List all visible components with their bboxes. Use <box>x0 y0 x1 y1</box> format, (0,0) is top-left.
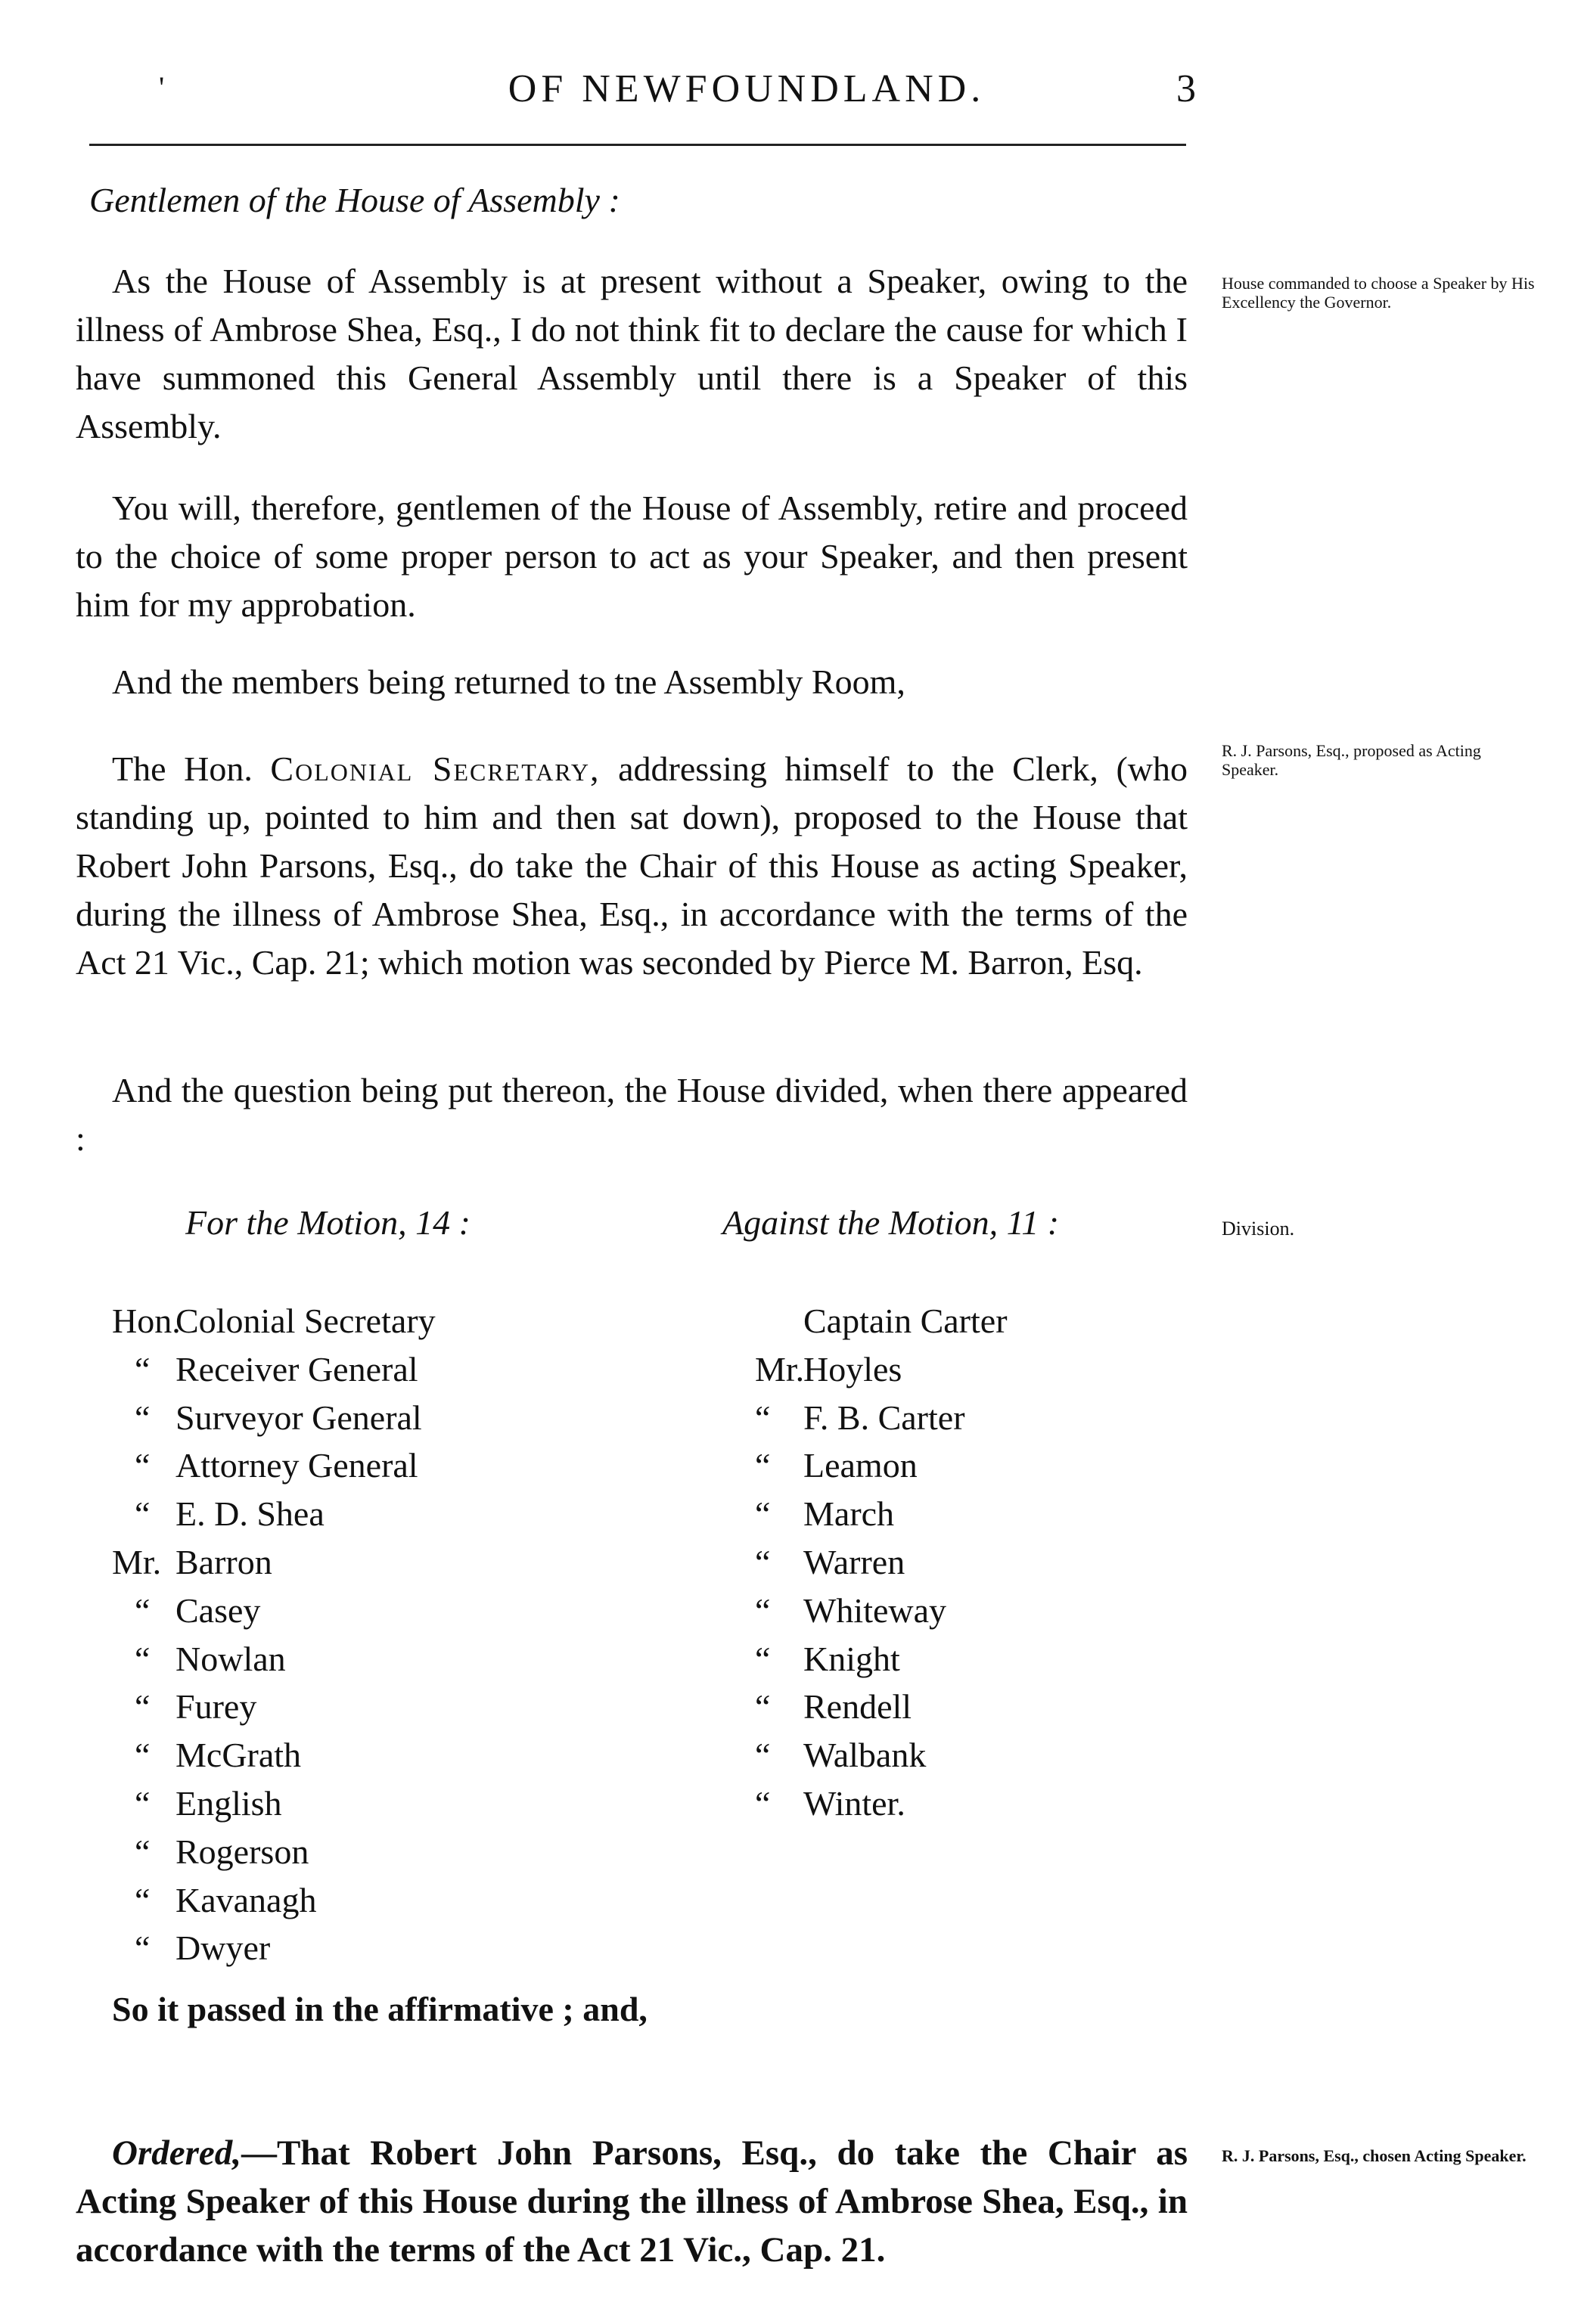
member-name: Walbank <box>803 1736 927 1775</box>
member-prefix: “ <box>755 1687 771 1727</box>
margin-note-proposed: R. J. Parsons, Esq., proposed as Acting Speaker. <box>1222 741 1481 779</box>
against-motion-member <box>740 1731 1008 1779</box>
for-motion-member <box>112 1297 436 1345</box>
member-name: Furey <box>175 1687 257 1727</box>
member-prefix: “ <box>135 1880 151 1919</box>
margin-note-division: Division. <box>1222 1218 1295 1240</box>
paragraph-question <box>76 1066 1188 1163</box>
against-motion-member <box>740 1587 1008 1635</box>
for-motion-member <box>112 1924 436 1972</box>
header-rule <box>89 144 1186 146</box>
member-name: McGrath <box>175 1736 302 1775</box>
member-name: Surveyor General <box>175 1398 422 1437</box>
member-prefix: “ <box>755 1446 771 1485</box>
for-motion-list <box>112 1297 436 1972</box>
for-motion-member <box>112 1490 436 1538</box>
member-name: Dwyer <box>175 1928 271 1968</box>
member-prefix: “ <box>135 1687 151 1727</box>
paragraph-text: And the members being returned to tne Assembly Room, <box>112 662 905 701</box>
member-prefix: “ <box>135 1398 151 1437</box>
paragraph-members-returned <box>76 658 1188 706</box>
member-prefix: “ <box>135 1349 151 1389</box>
paragraph-speaker-absent <box>76 257 1188 451</box>
against-motion-member <box>740 1635 1008 1683</box>
member-name: Barron <box>175 1542 272 1581</box>
header-mark: ' <box>159 70 165 104</box>
for-motion-heading: For the Motion, 14 : <box>185 1203 471 1242</box>
member-name: Nowlan <box>175 1639 286 1678</box>
for-motion-member <box>112 1635 436 1683</box>
member-name: F. B. Carter <box>803 1398 965 1437</box>
member-name: Winter. <box>803 1783 905 1823</box>
against-motion-member <box>740 1441 1008 1490</box>
against-motion-member <box>740 1394 1008 1442</box>
against-motion-list <box>740 1297 1008 1828</box>
for-motion-member <box>112 1683 436 1731</box>
member-prefix: “ <box>135 1832 151 1871</box>
paragraph-text: So it passed in the affirmative ; and, <box>112 1990 648 2028</box>
margin-note-chosen: R. J. Parsons, Esq., chosen Acting Speaker. <box>1222 2146 1527 2165</box>
member-name: Casey <box>175 1590 261 1630</box>
member-prefix: “ <box>135 1590 151 1630</box>
member-name: Rogerson <box>175 1832 309 1871</box>
against-motion-member <box>740 1345 1008 1394</box>
member-name: Captain Carter <box>803 1302 1008 1340</box>
paragraph-motion <box>76 745 1188 987</box>
member-name: Colonial Secretary <box>175 1302 436 1340</box>
for-motion-member <box>112 1441 436 1490</box>
for-motion-member <box>112 1345 436 1394</box>
member-name: Receiver General <box>175 1349 418 1389</box>
member-prefix: “ <box>135 1783 151 1823</box>
salutation: Gentlemen of the House of Assembly : <box>89 181 620 219</box>
paragraph-retire <box>76 484 1188 629</box>
member-name: Leamon <box>803 1446 918 1485</box>
member-prefix: “ <box>755 1542 771 1581</box>
against-motion-heading: Against the Motion, 11 : <box>722 1203 1060 1242</box>
for-motion-member <box>112 1538 436 1587</box>
ordered-label: Ordered, <box>112 2133 241 2173</box>
motion-intro: The Hon. <box>112 749 253 788</box>
member-prefix: “ <box>755 1398 771 1437</box>
member-name: English <box>175 1783 282 1823</box>
paragraph-text: You will, therefore, gentlemen of the House of Assembly, retire and proceed to the choice of some proper person to act as your Speaker, and then present him for my approbation. <box>76 489 1188 624</box>
paragraph-text: And the question being put thereon, the House divided, when there appeared : <box>76 1071 1188 1158</box>
member-name: Kavanagh <box>175 1880 317 1919</box>
member-name: Knight <box>803 1639 900 1678</box>
for-motion-member <box>112 1394 436 1442</box>
ordered-text: —That Robert John Parsons, Esq., do take the Chair as Acting Speaker of this House during the illness of Ambrose Shea, Esq., in accordance with the terms of the Act 21 Vic., Cap. 21. <box>76 2133 1188 2270</box>
member-prefix: “ <box>135 1494 151 1534</box>
page-number: 3 <box>1176 67 1196 110</box>
member-name: Whiteway <box>803 1590 947 1630</box>
member-prefix: “ <box>755 1736 771 1775</box>
member-prefix: Hon. <box>112 1302 181 1340</box>
member-name: March <box>803 1494 895 1534</box>
member-prefix: “ <box>135 1736 151 1775</box>
against-motion-member <box>740 1490 1008 1538</box>
member-prefix: “ <box>135 1639 151 1678</box>
member-prefix: Mr. <box>112 1542 162 1581</box>
against-motion-member <box>740 1538 1008 1587</box>
running-header <box>0 67 1584 112</box>
paragraph-ordered <box>76 2129 1188 2274</box>
colonial-secretary-title: Colonial Secretary, <box>270 749 601 788</box>
member-prefix: “ <box>755 1783 771 1823</box>
member-name: Rendell <box>803 1687 912 1727</box>
for-motion-member <box>112 1828 436 1876</box>
for-motion-member <box>112 1876 436 1925</box>
member-prefix: “ <box>755 1639 771 1678</box>
for-motion-member <box>112 1587 436 1635</box>
member-prefix: “ <box>135 1446 151 1485</box>
paragraph-affirmative <box>76 1985 1188 2034</box>
member-prefix: “ <box>135 1928 151 1968</box>
for-motion-member <box>112 1731 436 1779</box>
member-name: Hoyles <box>803 1349 902 1389</box>
member-name: Attorney General <box>175 1446 418 1485</box>
against-motion-member <box>740 1297 1008 1345</box>
against-motion-member <box>740 1683 1008 1731</box>
for-motion-member <box>112 1779 436 1828</box>
motion-text: addressing himself to the Clerk, (who standing up, pointed to him and then sat down), proposed to the House that Robert John Parsons, Esq., do take the Chair of this House as acting Speaker, during the illness of Ambrose Shea, Esq., in accordance with the terms of the Act 21 Vic., Cap. 21; which motion was seconded by Pierce M. Barron, Esq. <box>76 749 1188 982</box>
member-prefix: Mr. <box>755 1349 805 1389</box>
member-name: E. D. Shea <box>175 1494 325 1534</box>
member-prefix: “ <box>755 1494 771 1534</box>
against-motion-member <box>740 1779 1008 1828</box>
paragraph-text: As the House of Assembly is at present without a Speaker, owing to the illness of Ambrose Shea, Esq., I do not think fit to declare the cause for which I have summoned this General Assembly until there is a Speaker of this Assembly. <box>76 262 1188 445</box>
margin-note-command: House commanded to choose a Speaker by His Excellency the Governor. <box>1222 274 1535 312</box>
member-name: Warren <box>803 1542 905 1581</box>
running-title: OF NEWFOUNDLAND. <box>508 67 986 110</box>
member-prefix: “ <box>755 1590 771 1630</box>
